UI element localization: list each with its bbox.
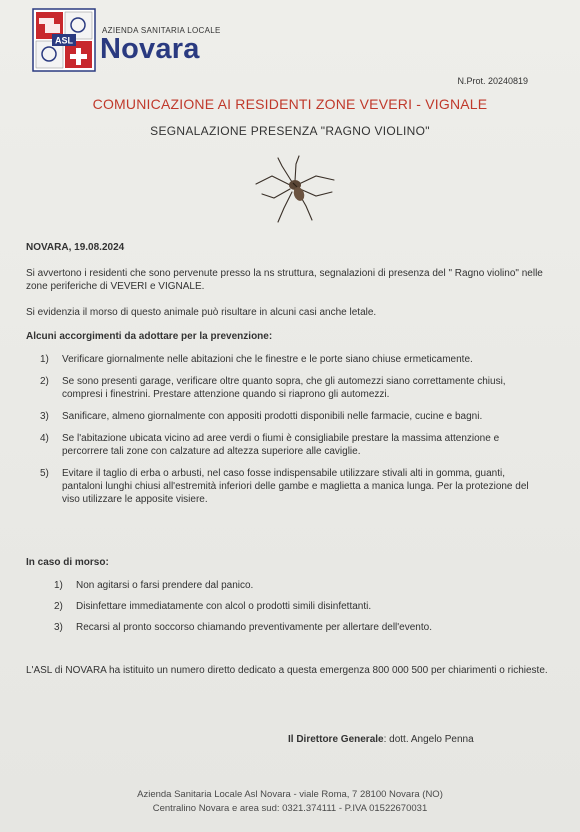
signature-role: Il Direttore Generale: [288, 734, 384, 745]
intro-paragraph: Si avvertono i residenti che sono pervenute presso la ns struttura, segnalazioni di presenza del " Ragno violino" nelle zone periferiche di VEVERI e VIGNALE.: [26, 268, 543, 292]
logo-text: ASL: [55, 35, 73, 46]
list-item-number: 5): [40, 468, 49, 479]
document-title: COMUNICAZIONE AI RESIDENTI ZONE VEVERI - VIGNALE: [92, 96, 488, 112]
signature-name: : dott. Angelo Penna: [383, 734, 474, 745]
list-item: [40, 432, 540, 458]
list-item-text: Sanificare, almeno giornalmente con appositi prodotti disponibili nelle farmacie, cucine e bagni.: [62, 411, 483, 422]
date-line: NOVARA, 19.08.2024: [26, 242, 125, 253]
list-item: [40, 375, 540, 401]
document-subtitle: SEGNALAZIONE PRESENZA "RAGNO VIOLINO": [150, 124, 430, 138]
list-item-text: Verificare giornalmente nelle abitazioni che le finestre e le porte siano chiuse ermeticamente.: [62, 354, 473, 365]
bite-heading: In caso di morso:: [26, 557, 109, 568]
list-item: [54, 621, 554, 634]
list-item-text: Se l'abitazione ubicata vicino ad aree verdi o fiumi è consigliabile prestare la massima attenzione e percorrere tali zone con calzature ad altezza superiore alle caviglie.: [62, 433, 500, 457]
list-item-text: Se sono presenti garage, verificare oltre quanto sopra, che gli automezzi siano correttamente chiusi, compresi i finestrini. Prestare attenzione quando si riaprono gli automezzi.: [62, 376, 506, 400]
prevention-list: [40, 353, 540, 506]
list-item-number: 2): [40, 376, 49, 387]
list-item-text: Evitare il taglio di erba o arbusti, nel caso fosse indispensabile utilizzare stivali alti in gomma, guanti, pantaloni lunghi chiusi all'estremità inferiori delle gambe e maglietta a manica lunga. Per la protezione del viso utilizzare le apposite visiere.: [62, 468, 529, 505]
list-item-number: 2): [54, 601, 63, 612]
footer-contacts: Centralino Novara e area sud: 0321.374111 - P.IVA 01522670031: [152, 803, 428, 814]
protocol-number: N.Prot. 20240819: [457, 76, 528, 86]
signature: [288, 733, 548, 746]
bite-list: [54, 579, 554, 634]
asl-logo-icon: [32, 8, 96, 72]
footer-address: Azienda Sanitaria Locale Asl Novara - viale Roma, 7 28100 Novara (NO): [137, 789, 443, 800]
list-item: [54, 600, 554, 613]
hotline-paragraph: L'ASL di NOVARA ha istituito un numero diretto dedicato a questa emergenza 800 000 500 per chiarimenti o richieste.: [26, 665, 548, 676]
list-item-text: Non agitarsi o farsi prendere dal panico.: [76, 580, 254, 591]
list-item-number: 3): [54, 622, 63, 633]
list-item-number: 1): [54, 580, 63, 591]
list-item-text: Disinfettare immediatamente con alcol o prodotti simili disinfettanti.: [76, 601, 372, 612]
list-item: [40, 467, 540, 506]
org-name: Novara: [100, 33, 200, 65]
prevention-heading: Alcuni accorgimenti da adottare per la prevenzione:: [26, 331, 273, 342]
list-item-number: 4): [40, 433, 49, 444]
list-item: [40, 353, 540, 366]
spider-icon: [252, 154, 338, 224]
list-item-text: Recarsi al pronto soccorso chiamando preventivamente per allertare dell'evento.: [76, 622, 432, 633]
list-item-number: 1): [40, 354, 49, 365]
warning-paragraph: Si evidenzia il morso di questo animale può risultare in alcuni casi anche letale.: [26, 307, 377, 318]
list-item: [54, 579, 554, 592]
footer: [0, 788, 580, 816]
org-subtitle: AZIENDA SANITARIA LOCALE: [102, 26, 221, 35]
list-item-number: 3): [40, 411, 49, 422]
list-item: [40, 410, 540, 423]
